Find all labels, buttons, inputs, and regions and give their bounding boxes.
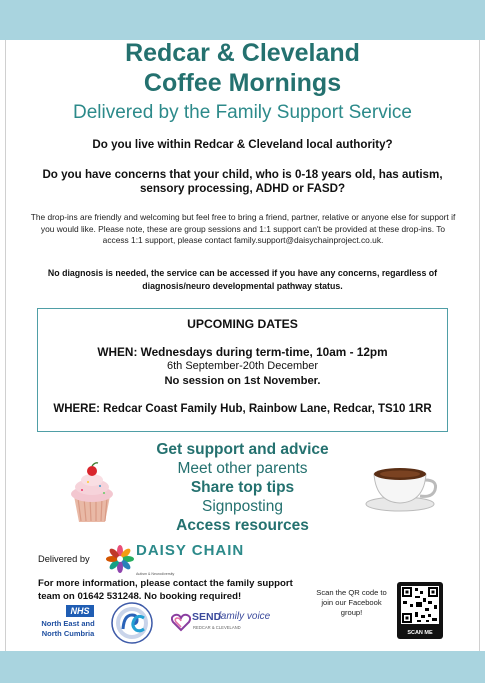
coffee-cup-icon (364, 458, 442, 512)
dates-heading: UPCOMING DATES (187, 317, 298, 331)
scan-qr-text: Scan the QR code to join our Facebook group! (316, 588, 387, 617)
daisy-chain-name: DAISY CHAIN (136, 542, 245, 559)
no-diagnosis-note: No diagnosis is needed, the service can be accessed if you have any concerns, regardless of diagnosis/neuro developmental pathway status. (47, 268, 438, 291)
nhs-label: North East and North Cumbria (41, 619, 95, 638)
dates-when: WHEN: Wednesdays during term-time, 10am - 12pm (97, 345, 388, 359)
question-concerns: Do you have concerns that your child, who is 0-18 years old, has autism, sensory processing, ADHD or FASD? (42, 168, 443, 195)
upcoming-dates-box (37, 308, 448, 432)
title-line-1: Redcar & Cleveland (125, 39, 360, 67)
subtitle: Delivered by the Family Support Service (73, 102, 412, 123)
send-region: REDCAR & CLEVELAND (193, 625, 241, 630)
redcar-cleveland-crest (110, 601, 154, 645)
qr-code[interactable] (397, 582, 443, 639)
nhs-logo: NHS (66, 605, 94, 617)
send-name: SEND (192, 611, 222, 623)
benefit-item: Signposting (201, 498, 283, 515)
title-line-2: Coffee Mornings (143, 69, 342, 97)
scan-me-label: SCAN ME (407, 630, 433, 636)
delivered-by-label: Delivered by (38, 554, 90, 564)
benefit-item: Get support and advice (156, 441, 329, 458)
send-sub: family voice (218, 611, 271, 622)
send-heart-logo (171, 612, 191, 632)
qr-pattern (401, 586, 439, 624)
benefit-item: Share top tips (190, 479, 295, 496)
dates-where: WHERE: Redcar Coast Family Hub, Rainbow Lane, Redcar, TS10 1RR (53, 403, 432, 415)
top-band (0, 0, 485, 40)
daisy-chain-sub: Autism & Neurodiversity (136, 572, 175, 576)
question-location: Do you live within Redcar & Cleveland local authority? (92, 138, 393, 151)
dates-no-session: No session on 1st November. (164, 375, 321, 387)
contact-info: For more information, please contact the family support team on 01642 531248. No booking required! (38, 578, 293, 602)
benefit-item: Access resources (176, 517, 309, 534)
bottom-band (0, 651, 485, 683)
dates-range: 6th September-20th December (166, 360, 319, 372)
dropin-description: The drop-ins are friendly and welcoming but feel free to bring a friend, partner, relative or anyone else for support if you would like. Please note, these are group sessions and 1:1 support can't be provided at these drop-ins. To access 1:1 support, please contact family.support@daisychainproject.co.uk. (30, 212, 456, 245)
benefit-item: Meet other parents (177, 460, 308, 477)
cupcake-icon (60, 460, 124, 524)
